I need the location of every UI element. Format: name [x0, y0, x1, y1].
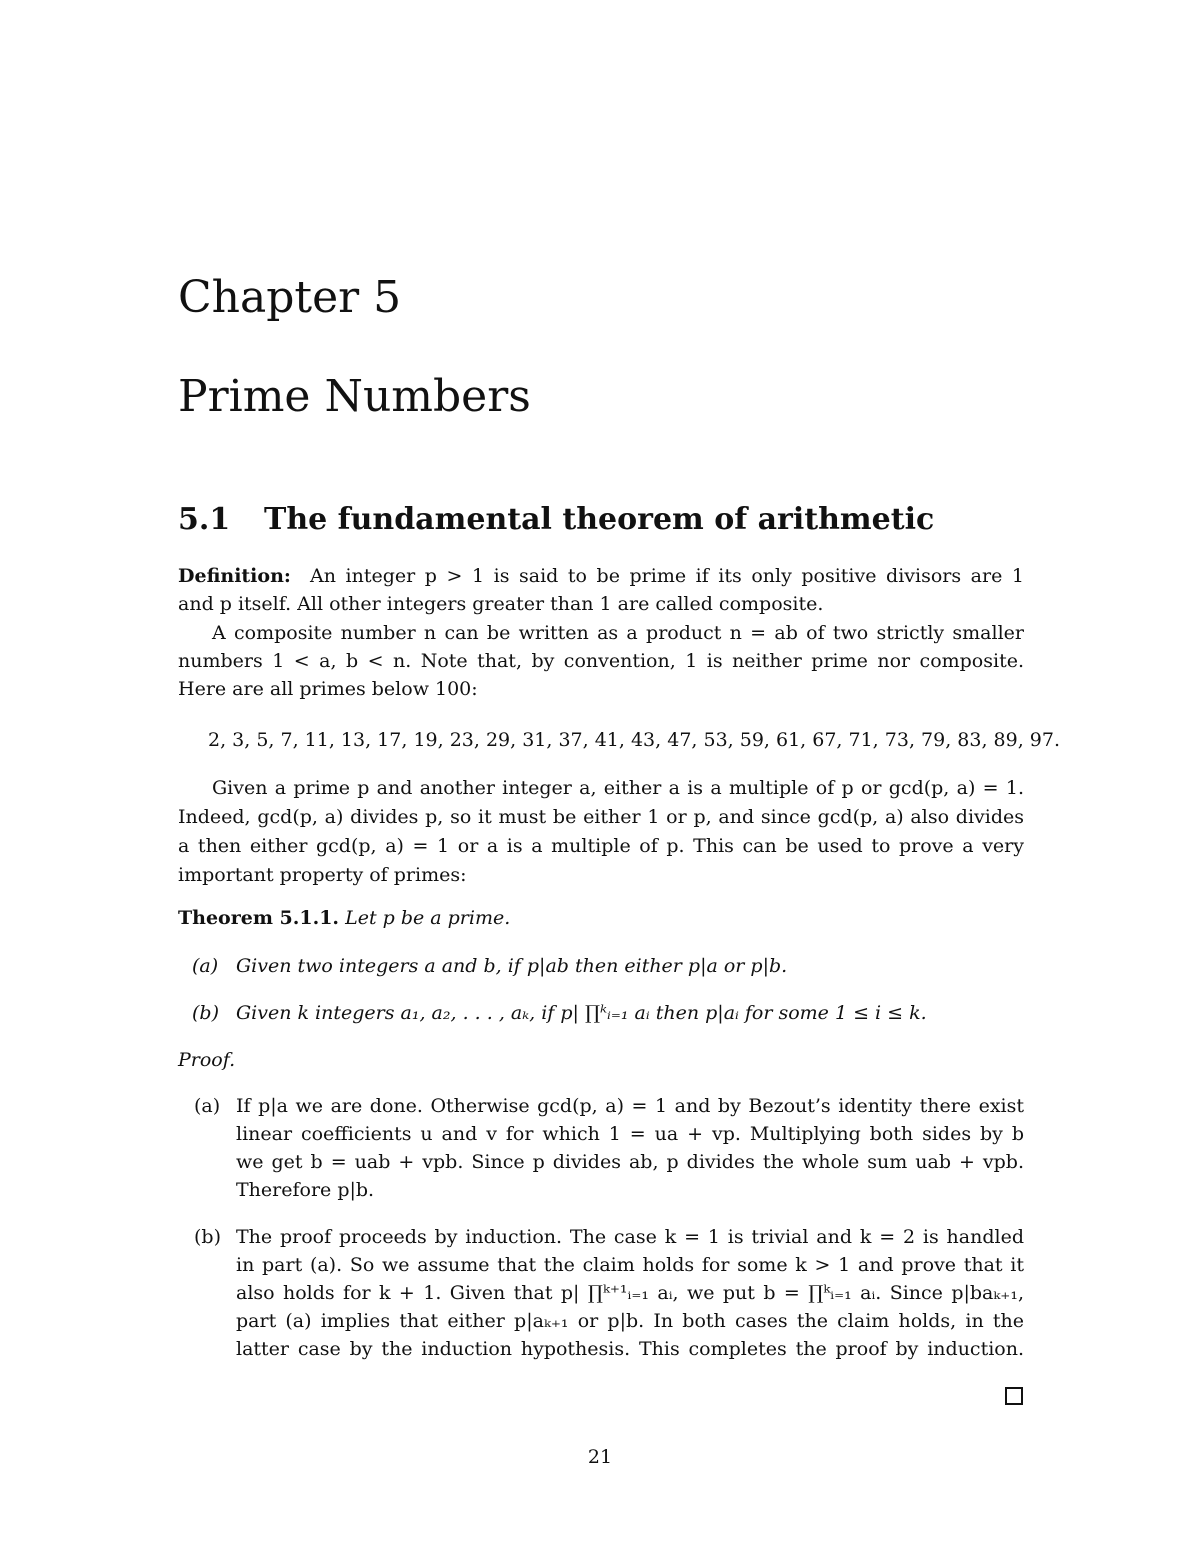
proof-item-a-marker: (a): [194, 1095, 221, 1117]
proof-label: Proof.: [178, 1049, 236, 1071]
page-number: 21: [587, 1446, 613, 1468]
theorem-item-a-text: Given two integers a and b, if p|ab then either p|a or p|b.: [236, 955, 788, 977]
definition-line-1: [178, 562, 1024, 590]
proof-item-b-marker: (b): [194, 1226, 221, 1248]
proof-b-line-5: latter case by the induction hypothesis. This completes the proof by induction.: [236, 1338, 1024, 1360]
definition-line-2: and p itself. All other integers greater than 1 are called composite.: [178, 593, 824, 615]
chapter-title: Prime Numbers: [178, 371, 531, 422]
composite-line-2: numbers 1 < a, b < n. Note that, by convention, 1 is neither prime nor composite.: [178, 650, 1024, 672]
theorem-item-a-marker: (a): [192, 955, 219, 977]
composite-line-3: Here are all primes below 100:: [178, 678, 478, 700]
section-title: The fundamental theorem of arithmetic: [264, 502, 935, 537]
proof-b-line-1: The proof proceeds by induction. The case k = 1 is trivial and k = 2 is handled: [236, 1226, 1024, 1248]
theorem-label: Theorem 5.1.1.: [178, 907, 340, 929]
proof-b-line-4: part (a) implies that either p|aₖ₊₁ or p|b. In both cases the claim holds, in the: [236, 1310, 1024, 1332]
definition-term: Definition:: [178, 565, 291, 587]
proof-a-line-3: we get b = uab + vpb. Since p divides ab, p divides the whole sum uab + vpb.: [236, 1151, 1024, 1173]
gcd-line-2: Indeed, gcd(p, a) divides p, so it must be either 1 or p, and since gcd(p, a) also divides: [178, 806, 1024, 828]
proof-b-line-2: in part (a). So we assume that the claim holds for some k > 1 and prove that it: [236, 1254, 1024, 1276]
section-heading: [178, 501, 934, 539]
chapter-label: Chapter 5: [178, 272, 402, 323]
proof-a-line-4: Therefore p|b.: [236, 1179, 375, 1201]
theorem-statement: Let p be a prime.: [345, 907, 511, 929]
primes-list: 2, 3, 5, 7, 11, 13, 17, 19, 23, 29, 31, 37, 41, 43, 47, 53, 59, 61, 67, 71, 73, 79, 83, 89, 97.: [208, 729, 1061, 751]
section-number: 5.1: [178, 502, 231, 537]
proof-a-line-2: linear coefficients u and v for which 1 = ua + vp. Multiplying both sides by b: [236, 1123, 1024, 1145]
theorem-item-b-marker: (b): [192, 1002, 219, 1024]
qed-box-icon: [1005, 1387, 1023, 1405]
composite-line-1: A composite number n can be written as a product n = ab of two strictly smaller: [212, 622, 1024, 644]
theorem-heading: [178, 904, 1024, 932]
gcd-line-4: important property of primes:: [178, 864, 467, 886]
proof-b-line-3: also holds for k + 1. Given that p| ∏ᵏ⁺¹ᵢ₌₁ aᵢ, we put b = ∏ᵏᵢ₌₁ aᵢ. Since p|baₖ₊₁,: [236, 1282, 1024, 1304]
gcd-line-3: a then either gcd(p, a) = 1 or a is a multiple of p. This can be used to prove a very: [178, 835, 1024, 857]
theorem-item-b-text: Given k integers a₁, a₂, . . . , aₖ, if p| ∏ᵏᵢ₌₁ aᵢ then p|aᵢ for some 1 ≤ i ≤ k.: [236, 1002, 927, 1024]
gcd-line-1: Given a prime p and another integer a, either a is a multiple of p or gcd(p, a) = 1.: [212, 777, 1024, 799]
definition-text-1: An integer p > 1 is said to be prime if its only positive divisors are 1: [310, 565, 1024, 587]
proof-a-line-1: If p|a we are done. Otherwise gcd(p, a) = 1 and by Bezout’s identity there exist: [236, 1095, 1024, 1117]
